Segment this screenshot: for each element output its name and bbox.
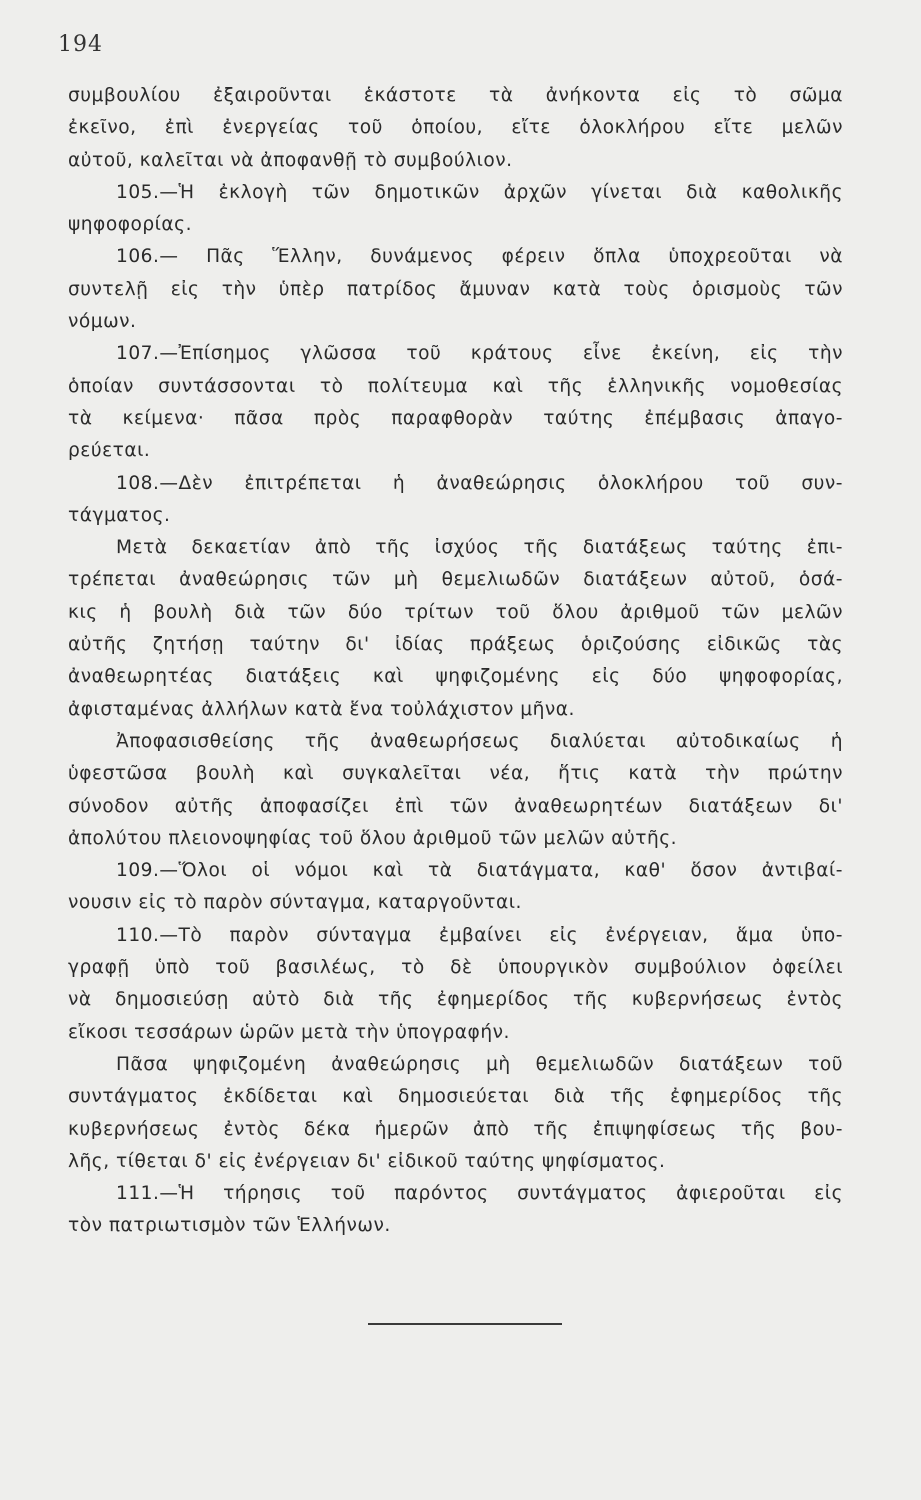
- text-line: νὰ δημοσιεύσῃ αὐτὸ διὰ τῆς ἐφημερίδος τῆς κυβερνήσεως ἐντὸς: [68, 989, 843, 1011]
- text-line: συμβουλίου ἐξαιροῦνται ἑκάστοτε τὰ ἀνήκοντα εἰς τὸ σῶμα: [68, 85, 843, 106]
- text-line: ἐκεῖνο, ἐπὶ ἐνεργείας τοῦ ὁποίου, εἴτε ὁλοκλήρου εἴτε μελῶν: [68, 117, 843, 139]
- text-line: ὁποίαν συντάσσονται τὸ πολίτευμα καὶ τῆς ἑλληνικῆς νομοθεσίας: [68, 375, 843, 397]
- text-line: κις ἡ βουλὴ διὰ τῶν δύο τρίτων τοῦ ὅλου ἀριθμοῦ τῶν μελῶν: [68, 601, 843, 623]
- page-number: 194: [58, 32, 103, 57]
- text-line: σύνοδον αὐτῆς ἀποφασίζει ἐπὶ τῶν ἀναθεωρητέων διατάξεων δι': [68, 795, 843, 817]
- text-line: 105.—Ἡ ἐκλογὴ τῶν δημοτικῶν ἀρχῶν γίνεται διὰ καθολικῆς: [116, 181, 843, 203]
- text-line: τάγματος.: [68, 504, 171, 526]
- document-body: [68, 80, 843, 1243]
- text-line: λῆς, τίθεται δ' εἰς ἐνέργειαν δι' εἰδικοῦ ταύτης ψηφίσματος.: [68, 1150, 666, 1172]
- text-line: ἀπολύτου πλειονοψηφίας τοῦ ὅλου ἀριθμοῦ τῶν μελῶν αὐτῆς.: [68, 827, 678, 849]
- text-line: γραφῇ ὑπὸ τοῦ βασιλέως, τὸ δὲ ὑπουργικὸν συμβούλιον ὀφείλει: [68, 957, 843, 979]
- text-line: τὰ κείμενα· πᾶσα πρὸς παραφθορὰν ταύτης ἐπέμβασις ἀπαγο-: [68, 407, 843, 429]
- text-line: ἀφισταμένας ἀλλήλων κατὰ ἕνα τοὐλάχιστον μῆνα.: [68, 698, 575, 720]
- text-line: ρεύεται.: [68, 440, 151, 462]
- text-line: αὐτῆς ζητήσῃ ταύτην δι' ἰδίας πράξεως ὁριζούσης εἰδικῶς τὰς: [68, 634, 843, 656]
- text-line: τὸν πατριωτισμὸν τῶν Ἑλλήνων.: [68, 1215, 391, 1237]
- text-line: συντάγματος ἐκδίδεται καὶ δημοσιεύεται διὰ τῆς ἐφημερίδος τῆς: [68, 1086, 843, 1108]
- text-line: εἴκοσι τεσσάρων ὡρῶν μετὰ τὴν ὑπογραφήν.: [68, 1021, 510, 1043]
- text-line: ὑφεστῶσα βουλὴ καὶ συγκαλεῖται νέα, ἥτις κατὰ τὴν πρώτην: [68, 763, 843, 785]
- text-line: αὐτοῦ, καλεῖται νὰ ἀποφανθῇ τὸ συμβούλιον.: [68, 149, 513, 171]
- text-line: 108.—Δὲν ἐπιτρέπεται ἡ ἀναθεώρησις ὁλοκλήρου τοῦ συν-: [116, 472, 843, 494]
- text-line: ἀναθεωρητέας διατάξεις καὶ ψηφιζομένης εἰς δύο ψηφοφορίας,: [68, 666, 843, 688]
- text-line: τρέπεται ἀναθεώρησις τῶν μὴ θεμελιωδῶν διατάξεων αὐτοῦ, ὁσά-: [68, 569, 843, 591]
- text-line: ψηφοφορίας.: [68, 214, 193, 236]
- text-line: 109.—Ὅλοι οἱ νόμοι καὶ τὰ διατάγματα, καθ' ὅσον ἀντιβαί-: [116, 860, 843, 882]
- text-line: κυβερνήσεως ἐντὸς δέκα ἡμερῶν ἀπὸ τῆς ἐπιψηφίσεως τῆς βου-: [68, 1118, 843, 1140]
- text-line: νουσιν εἰς τὸ παρὸν σύνταγμα, καταργοῦνται.: [68, 892, 522, 914]
- text-line: 106.— Πᾶς Ἕλλην, δυνάμενος φέρειν ὅπλα ὑποχρεοῦται νὰ: [116, 246, 843, 268]
- text-line: 110.—Τὸ παρὸν σύνταγμα ἐμβαίνει εἰς ἐνέργειαν, ἅμα ὑπο-: [116, 924, 843, 946]
- text-line: Πᾶσα ψηφιζομένη ἀναθεώρησις μὴ θεμελιωδῶν διατάξεων τοῦ: [116, 1053, 843, 1075]
- text-line: Μετὰ δεκαετίαν ἀπὸ τῆς ἰσχύος τῆς διατάξεως ταύτης ἐπι-: [116, 537, 843, 559]
- text-line: Ἀποφασισθείσης τῆς ἀναθεωρήσεως διαλύεται αὐτοδικαίως ἡ: [116, 730, 843, 752]
- text-line: 107.—Ἐπίσημος γλῶσσα τοῦ κράτους εἶνε ἐκείνη, εἰς τὴν: [116, 343, 843, 365]
- text-line: νόμων.: [68, 311, 137, 333]
- closing-rule: [368, 1323, 562, 1325]
- text-line: συντελῇ εἰς τὴν ὑπὲρ πατρίδος ἄμυναν κατὰ τοὺς ὁρισμοὺς τῶν: [68, 278, 843, 300]
- text-line: 111.—Ἡ τήρησις τοῦ παρόντος συντάγματος ἀφιεροῦται εἰς: [116, 1183, 843, 1205]
